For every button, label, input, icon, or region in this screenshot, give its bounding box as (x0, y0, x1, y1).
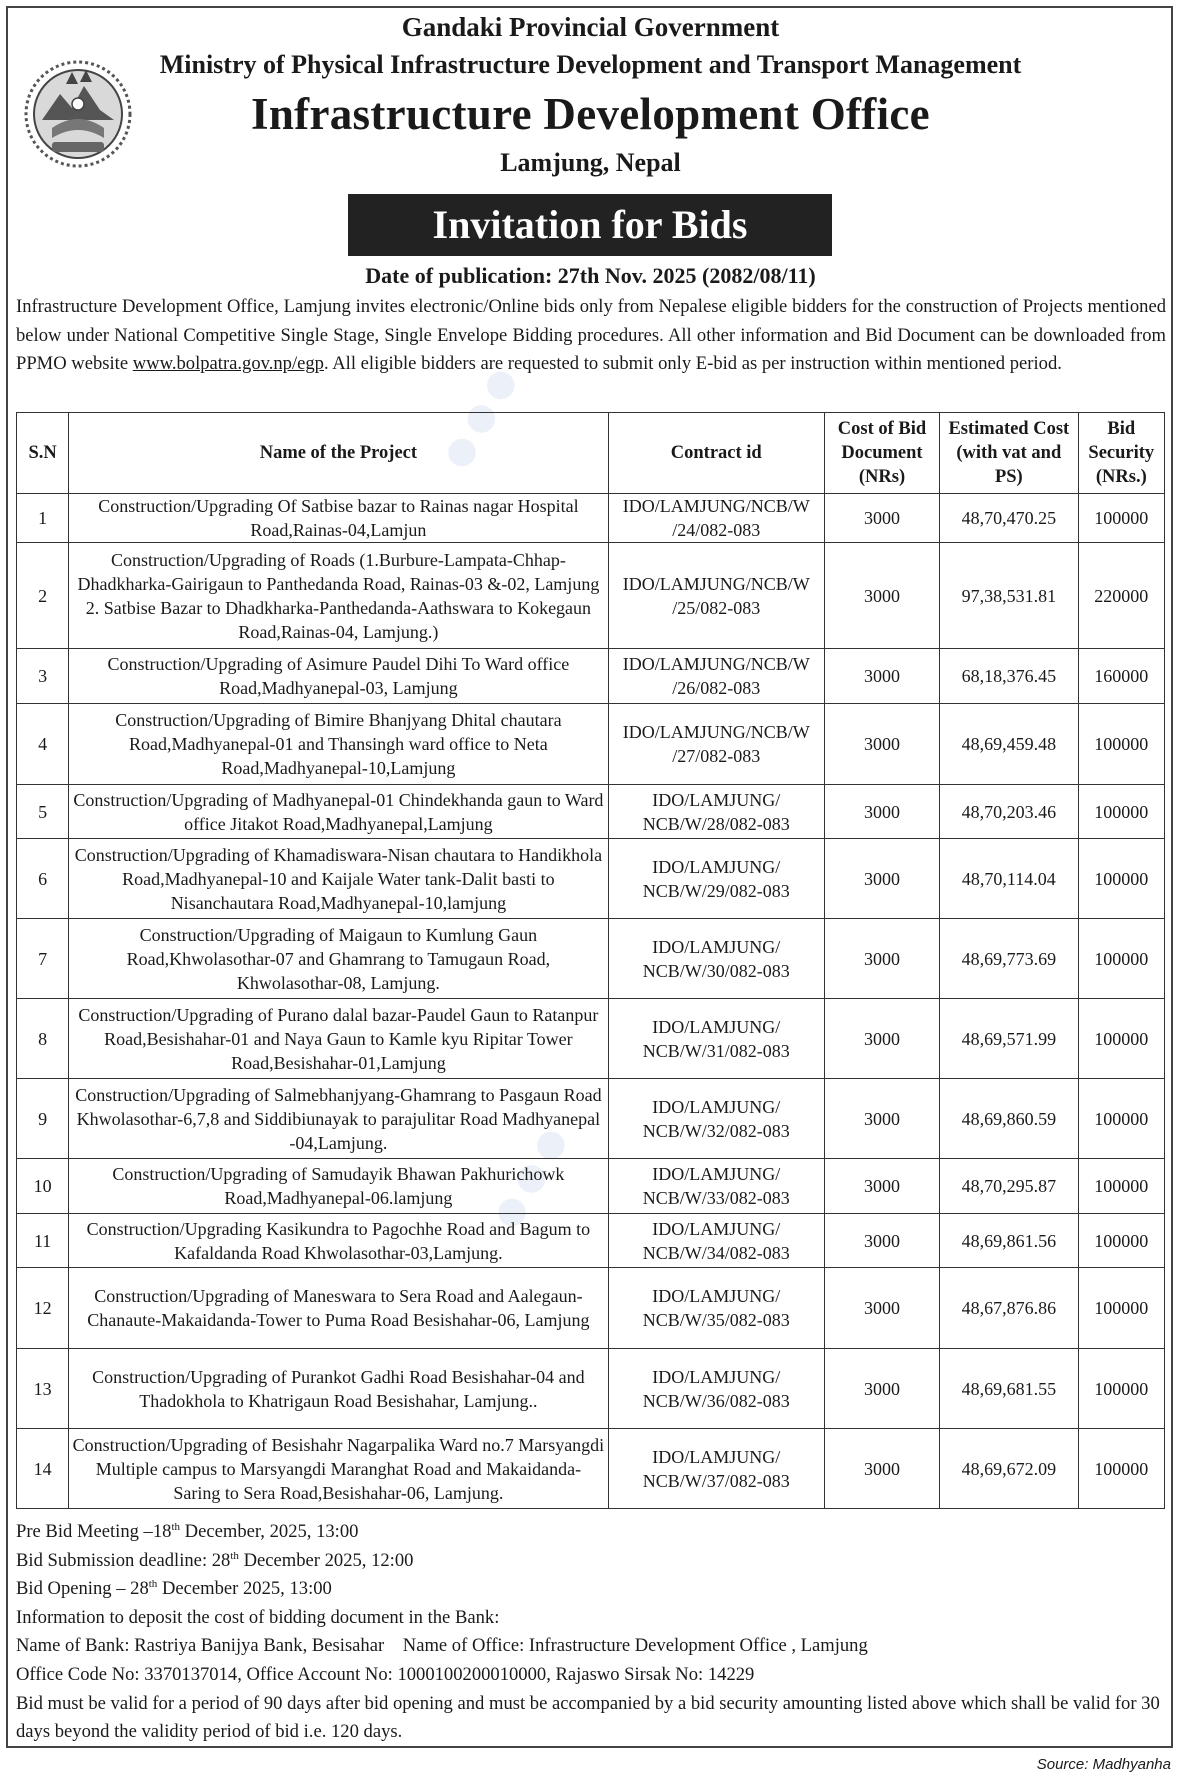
cell-cost-doc: 3000 (824, 1079, 939, 1159)
table-header-row (17, 413, 1165, 494)
cell-cost-doc: 3000 (824, 649, 939, 704)
intro-paragraph (16, 293, 1166, 379)
cell-estimated: 48,69,773.69 (940, 919, 1079, 999)
pre-bid-text: Pre Bid Meeting –18 (16, 1521, 172, 1542)
cell-security: 100000 (1078, 999, 1164, 1079)
cell-security: 100000 (1078, 839, 1164, 919)
notice-title: Invitation for Bids (348, 194, 832, 256)
cell-project: Construction/Upgrading of Asimure Paudel Dihi To Ward office Road,Madhyanepal-03, Lamjung (69, 649, 608, 704)
ministry-name: Ministry of Physical Infrastructure Development and Transport Management (159, 50, 1022, 79)
cell-project: Construction/Upgrading of Samudayik Bhawan Pakhurichowk Road,Madhyanepal-06.lamjung (69, 1159, 608, 1214)
pre-bid-text-end: December, 2025, 13:00 (180, 1521, 359, 1542)
header-estimated: Estimated Cost (with vat and PS) (940, 413, 1079, 494)
cell-sn: 9 (17, 1079, 69, 1159)
cell-estimated: 48,70,203.46 (940, 785, 1079, 839)
cell-security: 100000 (1078, 1214, 1164, 1268)
bids-table (16, 412, 1165, 1509)
cell-cost-doc: 3000 (824, 839, 939, 919)
cell-security: 100000 (1078, 785, 1164, 839)
cell-project: Construction/Upgrading of Khamadiswara-Nisan chautara to Handikhola Road,Madhyanepal-10 and Kaijale Water tank-Dalit basti to Nisanchautara Road,Madhyanepal-10,lamjung (69, 839, 608, 919)
table-row (17, 1159, 1165, 1214)
cell-estimated: 48,70,295.87 (940, 1159, 1079, 1214)
cell-sn: 3 (17, 649, 69, 704)
cell-sn: 13 (17, 1349, 69, 1429)
intro-text-end: . All eligible bidders are requested to submit only E-bid as per instruction within mentioned period. (323, 353, 1062, 374)
cell-project: Construction/Upgrading of Roads (1.Burbure-Lampata-Chhap-Dhadkharka-Gairigaun to Panthedanda Road, Rainas-03 &-02, Lamjung 2. Satbise Bazar to Dhadkharka-Panthedanda-Aathswara to Kokegaun Road,Rainas-04, Lamjung.) (69, 543, 608, 649)
cell-security: 160000 (1078, 649, 1164, 704)
cell-security: 100000 (1078, 919, 1164, 999)
office-location: Lamjung, Nepal (500, 148, 681, 177)
cell-cost-doc: 3000 (824, 543, 939, 649)
cell-contract: IDO/LAMJUNG/NCB/W /24/082-083 (608, 494, 824, 543)
cell-security: 100000 (1078, 1079, 1164, 1159)
watermark-mark: ●●● (467, 1108, 589, 1246)
table-row (17, 1268, 1165, 1349)
opening-text: Bid Opening – 28 (16, 1578, 149, 1600)
table-row (17, 649, 1165, 704)
source-credit: Source: Madhyanha (1036, 1756, 1171, 1773)
cell-cost-doc: 3000 (824, 1429, 939, 1509)
pre-bid-meeting (16, 1518, 1166, 1547)
submission-deadline (16, 1547, 1166, 1576)
header-security: Bid Security (NRs.) (1078, 413, 1164, 494)
cell-sn: 14 (17, 1429, 69, 1509)
office-code: Office Code No: 3370137014, Office Account No: 1000100200010000, Rajaswo Sirsak No: 14229 (16, 1663, 755, 1685)
cell-cost-doc: 3000 (824, 999, 939, 1079)
ppmo-link[interactable]: www.bolpatra.gov.np/egp (132, 353, 324, 374)
bid-opening (16, 1575, 1166, 1604)
cell-project: Construction/Upgrading of Bimire Bhanjyang Dhital chautara Road,Madhyanepal-01 and Thansingh ward office to Neta Road,Madhyanepal-10,Lamjung (69, 704, 608, 785)
cell-cost-doc: 3000 (824, 1268, 939, 1349)
header-contract: Contract id (608, 413, 824, 494)
cell-contract: IDO/LAMJUNG/ NCB/W/36/082-083 (608, 1349, 824, 1429)
intro-text: Infrastructure Development Office, Lamjung invites electronic/Online bids only from Nepalese eligible bidders for the construction of Projects mentioned below under National Competitive Single Stage, Single Envelope Bidding procedures. All other information and Bid Document can be downloaded from PPMO website (16, 296, 1166, 374)
deposit-info: Information to deposit the cost of bidding document in the Bank: (16, 1606, 500, 1628)
cell-estimated: 48,69,459.48 (940, 704, 1079, 785)
cell-estimated: 48,69,672.09 (940, 1429, 1079, 1509)
cell-project: Construction/Upgrading of Maneswara to Sera Road and Aalegaun-Chanaute-Makaidanda-Tower to Puma Road Besishahar-06, Lamjung (69, 1268, 608, 1349)
cell-sn: 2 (17, 543, 69, 649)
opening-text-end: December 2025, 13:00 (157, 1578, 332, 1600)
cell-estimated: 48,69,860.59 (940, 1079, 1079, 1159)
cell-contract: IDO/LAMJUNG/ NCB/W/34/082-083 (608, 1214, 824, 1268)
cell-contract: IDO/LAMJUNG/ NCB/W/35/082-083 (608, 1268, 824, 1349)
cell-estimated: 48,69,861.56 (940, 1214, 1079, 1268)
government-name: Gandaki Provincial Government (401, 12, 780, 42)
cell-sn: 10 (17, 1159, 69, 1214)
cell-cost-doc: 3000 (824, 494, 939, 543)
cell-sn: 8 (17, 999, 69, 1079)
cell-contract: IDO/LAMJUNG/ NCB/W/32/082-083 (608, 1079, 824, 1159)
table-row (17, 1429, 1165, 1509)
cell-sn: 4 (17, 704, 69, 785)
header-project: Name of the Project (69, 413, 608, 494)
cell-project: Construction/Upgrading of Maigaun to Kumlung Gaun Road,Khwolasothar-07 and Ghamrang to Tamugaun Road, Khwolasothar-08, Lamjung. (69, 919, 608, 999)
cell-sn: 6 (17, 839, 69, 919)
cell-estimated: 48,69,681.55 (940, 1349, 1079, 1429)
cell-sn: 5 (17, 785, 69, 839)
table-row (17, 543, 1165, 649)
cell-cost-doc: 3000 (824, 1159, 939, 1214)
cell-project: Construction/Upgrading Kasikundra to Pagochhe Road and Bagum to Kafaldanda Road Khwolasothar-03,Lamjung. (69, 1214, 608, 1268)
cell-project: Construction/Upgrading of Madhyanepal-01 Chindekhanda gaun to Ward office Jitakot Road,Madhyanepal,Lamjung (69, 785, 608, 839)
cell-contract: IDO/LAMJUNG/ NCB/W/30/082-083 (608, 919, 824, 999)
header-sn: S.N (17, 413, 69, 494)
table-row (17, 785, 1165, 839)
cell-estimated: 48,70,470.25 (940, 494, 1079, 543)
cell-cost-doc: 3000 (824, 1214, 939, 1268)
table-row (17, 999, 1165, 1079)
cell-project: Construction/Upgrading Of Satbise bazar to Rainas nagar Hospital Road,Rainas-04,Lamjun (69, 494, 608, 543)
cell-security: 220000 (1078, 543, 1164, 649)
office-name: Infrastructure Development Office (251, 89, 930, 139)
cell-sn: 7 (17, 919, 69, 999)
cell-security: 100000 (1078, 704, 1164, 785)
cell-contract: IDO/LAMJUNG/ NCB/W/33/082-083 (608, 1159, 824, 1214)
table-row (17, 494, 1165, 543)
cell-sn: 1 (17, 494, 69, 543)
cell-estimated: 48,70,114.04 (940, 839, 1079, 919)
cell-cost-doc: 3000 (824, 919, 939, 999)
header-cost-doc: Cost of Bid Document (NRs) (824, 413, 939, 494)
publication-date: Date of publication: 27th Nov. 2025 (2082/08/11) (365, 263, 816, 288)
table-row (17, 1214, 1165, 1268)
cell-security: 100000 (1078, 494, 1164, 543)
bid-schedule (16, 1518, 1166, 1747)
watermark-mark: ●●● (417, 348, 539, 486)
pre-bid-sup: th (171, 1520, 181, 1533)
cell-cost-doc: 3000 (824, 704, 939, 785)
table-row (17, 839, 1165, 919)
table-row (17, 1079, 1165, 1159)
cell-contract: IDO/LAMJUNG/ NCB/W/29/082-083 (608, 839, 824, 919)
cell-security: 100000 (1078, 1349, 1164, 1429)
table-row (17, 919, 1165, 999)
cell-sn: 11 (17, 1214, 69, 1268)
cell-contract: IDO/LAMJUNG/NCB/W /25/082-083 (608, 543, 824, 649)
cell-project: Construction/Upgrading of Purano dalal bazar-Paudel Gaun to Ratanpur Road,Besishahar-01 and Naya Gaun to Kamle kyu Ripitar Tower Road,Besishahar-01,Lamjung (69, 999, 608, 1079)
cell-estimated: 68,18,376.45 (940, 649, 1079, 704)
cell-cost-doc: 3000 (824, 1349, 939, 1429)
table-row (17, 704, 1165, 785)
table-row (17, 1349, 1165, 1429)
cell-security: 100000 (1078, 1159, 1164, 1214)
cell-project: Construction/Upgrading of Salmebhanjyang-Ghamrang to Pasgaun Road Khwolasothar-6,7,8 and Siddibiunayak to parajulitar Road Madhyanepal -04,Lamjung. (69, 1079, 608, 1159)
cell-contract: IDO/LAMJUNG/ NCB/W/28/082-083 (608, 785, 824, 839)
cell-contract: IDO/LAMJUNG/NCB/W /26/082-083 (608, 649, 824, 704)
cell-security: 100000 (1078, 1268, 1164, 1349)
cell-sn: 12 (17, 1268, 69, 1349)
bid-validity: Bid must be valid for a period of 90 days after bid opening and must be accompanied by a bid security amounting listed above which shall be valid for 30 days beyond the validity period of bid i.e. 120 days. (16, 1692, 1160, 1743)
submission-text: Bid Submission deadline: 28 (16, 1549, 231, 1571)
opening-sup: th (148, 1578, 158, 1590)
cell-cost-doc: 3000 (824, 785, 939, 839)
cell-contract: IDO/LAMJUNG/ NCB/W/37/082-083 (608, 1429, 824, 1509)
cell-security: 100000 (1078, 1429, 1164, 1509)
cell-contract: IDO/LAMJUNG/ NCB/W/31/082-083 (608, 999, 824, 1079)
cell-estimated: 48,67,876.86 (940, 1268, 1079, 1349)
submission-sup: th (230, 1549, 239, 1562)
cell-estimated: 97,38,531.81 (940, 543, 1079, 649)
cell-estimated: 48,69,571.99 (940, 999, 1079, 1079)
cell-project: Construction/Upgrading of Purankot Gadhi Road Besishahar-04 and Thadokhola to Khatrigaun Road Besishahar, Lamjung.. (69, 1349, 608, 1429)
bank-name: Name of Bank: Rastriya Banijya Bank, Besisahar Name of Office: Infrastructure Development Office , Lamjung (16, 1635, 868, 1657)
cell-project: Construction/Upgrading of Besishahr Nagarpalika Ward no.7 Marsyangdi Multiple campus to Marsyangdi Maranghat Road and Makaidanda-Saring to Sera Road,Besishahar-06, Lamjung. (69, 1429, 608, 1509)
cell-contract: IDO/LAMJUNG/NCB/W /27/082-083 (608, 704, 824, 785)
submission-text-end: December 2025, 12:00 (238, 1549, 414, 1571)
